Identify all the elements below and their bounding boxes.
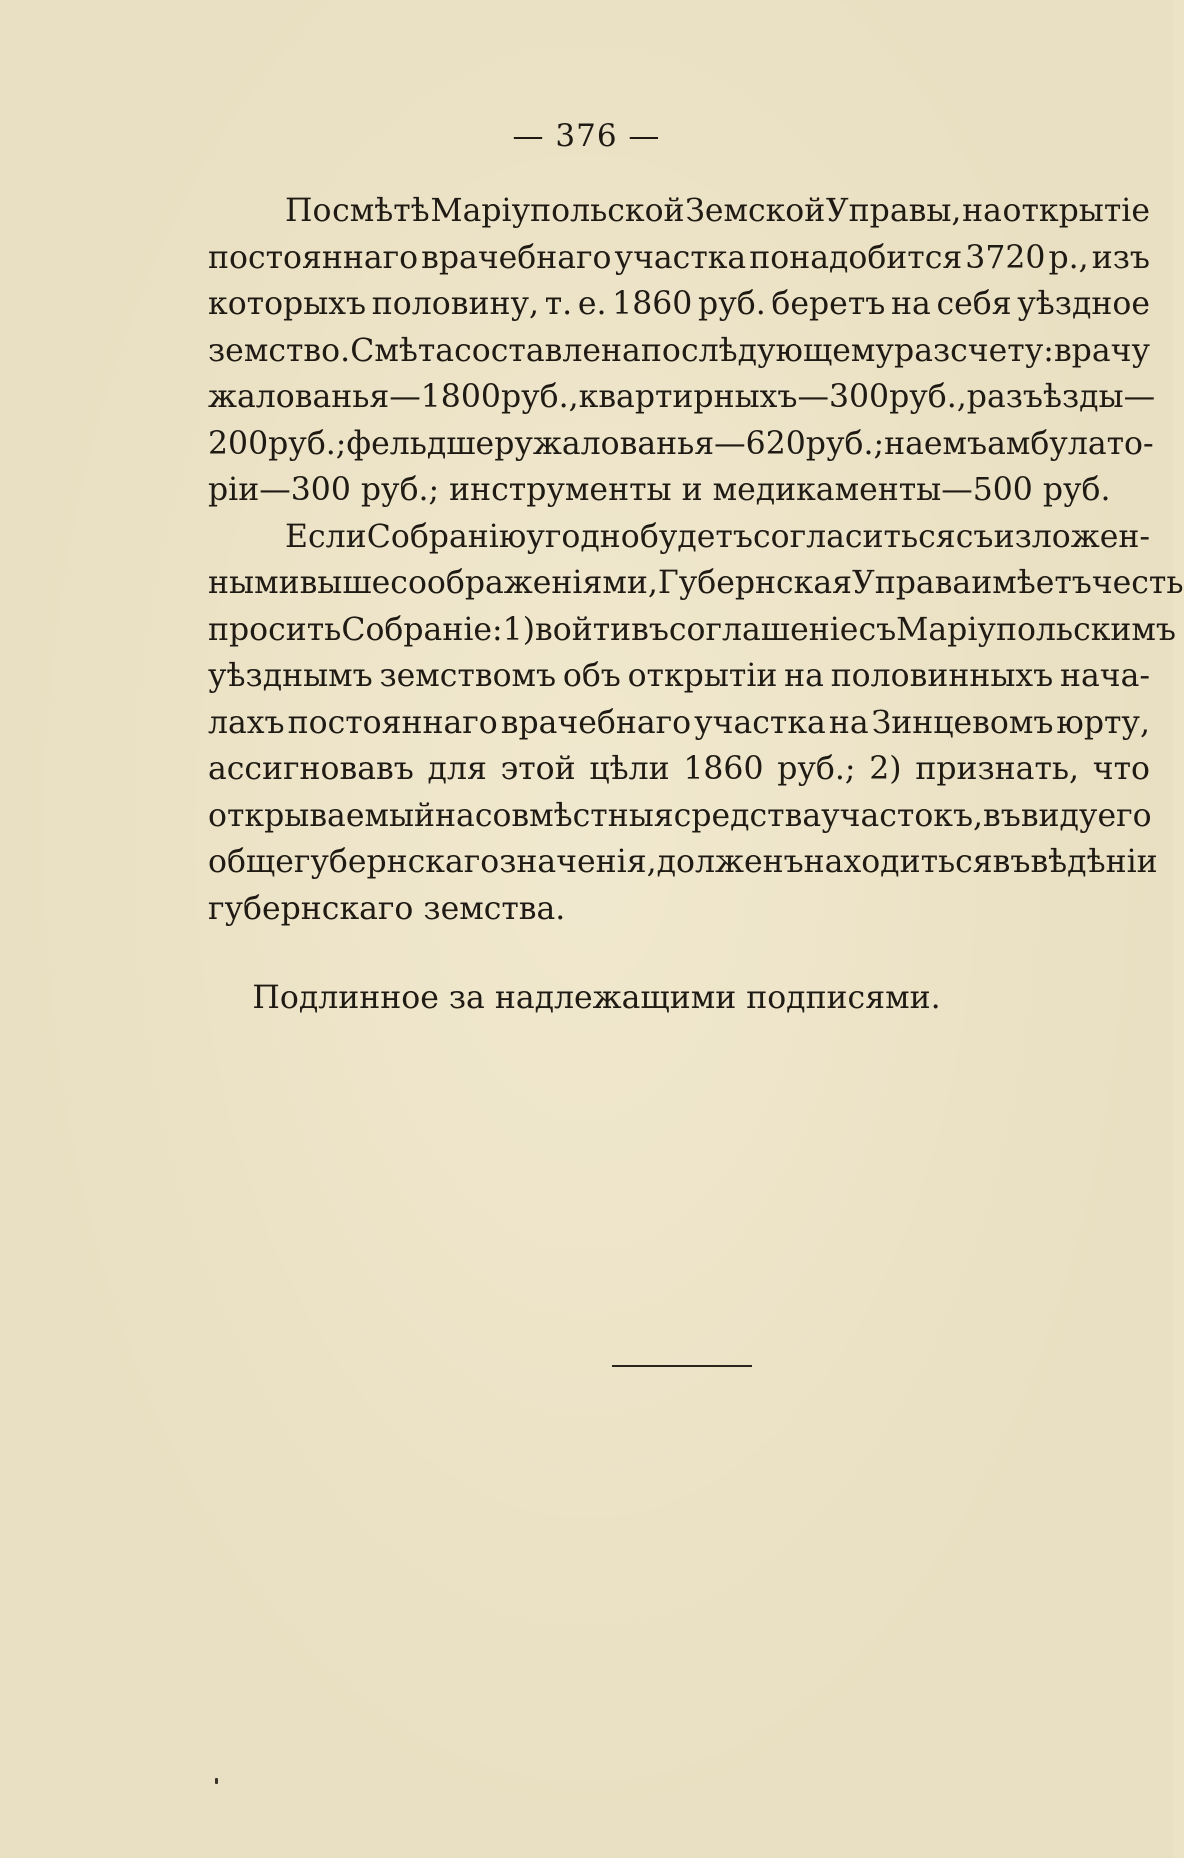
word: Смѣта — [350, 332, 455, 369]
text-line — [208, 793, 1150, 840]
word: уѣзднымъ — [208, 658, 373, 694]
text-line — [208, 653, 1150, 700]
word: честь — [1091, 565, 1184, 601]
word: юрту, — [1056, 704, 1150, 741]
word: открытіи — [627, 658, 778, 694]
word: По — [285, 193, 332, 229]
word: угодно — [526, 518, 640, 555]
word: руб. — [698, 286, 766, 322]
word: съ — [858, 611, 897, 648]
word: себя — [936, 286, 1012, 322]
word: земство. — [208, 332, 351, 369]
word: на — [962, 193, 1002, 229]
word: совмѣстныя — [474, 797, 674, 834]
word: долженъ — [656, 844, 804, 880]
word: признать, — [915, 751, 1080, 787]
word: Губернская — [657, 565, 852, 601]
word: которыхъ — [208, 286, 367, 322]
word: смѣтѣ — [332, 193, 430, 229]
word: общегубернскаго — [208, 844, 500, 880]
document-body — [208, 188, 1184, 932]
word: руб.; — [268, 425, 347, 462]
word: участка — [614, 239, 747, 276]
word: жалованья—620 — [532, 425, 806, 462]
word: 3720 — [965, 239, 1046, 276]
word: выше — [299, 565, 391, 601]
word: постояннаго — [208, 239, 419, 276]
word: что — [1092, 751, 1150, 787]
word: значенія, — [499, 844, 657, 880]
word: руб.; — [805, 425, 885, 462]
word: объ — [562, 658, 621, 694]
text-line — [208, 235, 1150, 282]
word: Собранію — [366, 518, 527, 555]
word: виду — [1020, 797, 1098, 834]
signature-note: Подлинное за надлежащими подписями. — [252, 980, 941, 1016]
word: по — [640, 332, 681, 369]
word: наемъ — [884, 425, 988, 462]
word: въ — [983, 797, 1021, 834]
word: Маріупольскимъ — [896, 611, 1176, 648]
word: врачу — [1053, 332, 1150, 369]
text-line — [208, 560, 1184, 607]
word: открытіе — [1002, 193, 1150, 229]
word: уѣздное — [1017, 286, 1150, 322]
text-line — [208, 421, 1154, 468]
word: составлена — [454, 332, 641, 369]
word: 2) — [869, 751, 902, 787]
word: разсчету: — [894, 332, 1054, 369]
text-line — [208, 188, 1150, 235]
word: просить — [208, 611, 342, 648]
word: постояннаго — [287, 704, 498, 741]
word: лахъ — [208, 704, 285, 741]
word: его — [1097, 797, 1152, 834]
closing-rule — [612, 1365, 752, 1367]
word: врачебнаго — [421, 239, 612, 276]
word: т. — [544, 286, 573, 322]
word: разъѣзды— — [966, 379, 1156, 415]
word: цѣли — [589, 751, 670, 787]
word: участка — [694, 704, 826, 741]
word: жалованья—1800 — [208, 379, 501, 415]
word: соображеніями, — [390, 565, 658, 601]
text-line — [208, 700, 1150, 747]
word: въ — [992, 844, 1031, 880]
word: ными — [208, 565, 300, 601]
word: согласиться — [753, 518, 956, 555]
word: квартирныхъ—300 — [578, 379, 890, 415]
word: половинныхъ — [830, 658, 1054, 694]
word: на — [890, 286, 931, 322]
word: беретъ — [771, 286, 886, 322]
word: средства — [673, 797, 822, 834]
word: для — [427, 751, 487, 787]
word: 1) — [502, 611, 535, 648]
word: половину, — [371, 286, 539, 322]
word: земствомъ — [379, 658, 557, 694]
text-line — [208, 746, 1150, 793]
text-line — [208, 328, 1150, 375]
word: слѣдующему — [680, 332, 894, 369]
word: находиться — [803, 844, 993, 880]
word: войти — [535, 611, 632, 648]
word: р., — [1048, 239, 1089, 276]
word: участокъ, — [821, 797, 984, 834]
word: руб., — [889, 379, 967, 415]
text-line — [208, 514, 1150, 561]
paragraph-2 — [208, 514, 1184, 933]
word: на — [828, 704, 869, 741]
word: этой — [500, 751, 576, 787]
word: будетъ — [639, 518, 753, 555]
text-line: ріи—300 руб.; инструменты и медикаменты—500 руб. — [208, 472, 1111, 508]
word: нача- — [1059, 658, 1150, 694]
word: на — [784, 658, 824, 694]
word: Собраніе: — [341, 611, 503, 648]
word: соглашеніе — [668, 611, 859, 648]
text-line — [208, 281, 1150, 328]
word: вѣдѣніи — [1030, 844, 1158, 880]
word: 1860 — [683, 751, 764, 787]
word: понадобится — [749, 239, 963, 276]
word: Управы, — [825, 193, 962, 229]
paragraph-1 — [208, 188, 1156, 514]
word: Земской — [685, 193, 826, 229]
text-line — [208, 374, 1156, 421]
text-line: губернскаго земства. — [208, 890, 566, 927]
word: амбулато- — [987, 425, 1154, 462]
word: изложен- — [993, 518, 1150, 555]
word: съ — [955, 518, 994, 555]
word: Управа — [852, 565, 972, 601]
word: врачебнаго — [500, 704, 692, 741]
word: Зинцевомъ — [871, 704, 1054, 741]
word: изъ — [1091, 239, 1150, 276]
word: Маріупольской — [430, 193, 685, 229]
paper-speck — [215, 1778, 218, 1784]
word: въ — [631, 611, 669, 648]
word: на — [435, 797, 475, 834]
word: 200 — [208, 425, 269, 462]
word: руб., — [500, 379, 579, 415]
page-number: — 376 — — [512, 118, 661, 154]
word: ассигновавъ — [208, 751, 414, 787]
word: 1860 — [612, 286, 693, 322]
word: открываемый — [208, 797, 436, 834]
word: руб.; — [777, 751, 856, 787]
word: Если — [285, 518, 367, 555]
text-line — [208, 839, 1158, 886]
text-line — [208, 607, 1176, 654]
word: е. — [577, 286, 607, 322]
word: имѣетъ — [971, 565, 1092, 601]
word: фельдшеру — [346, 425, 533, 462]
